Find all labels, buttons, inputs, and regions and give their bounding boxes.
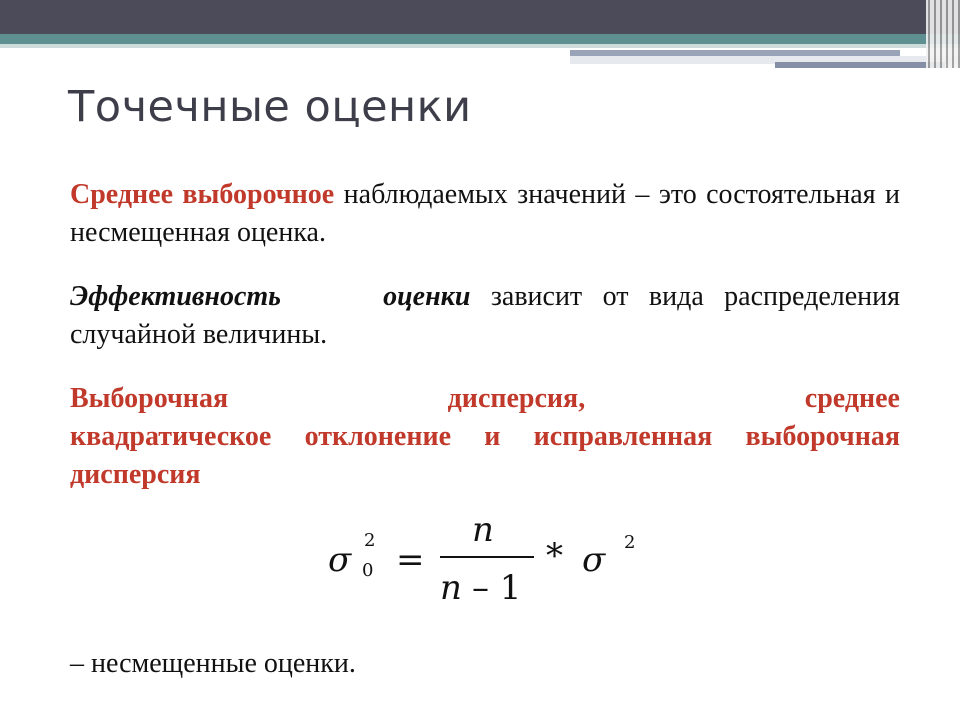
- header-bar-light: [0, 44, 960, 48]
- header-bar-teal: [0, 34, 960, 44]
- header-accent-bar: [775, 62, 945, 68]
- highlight-sample-mean: Среднее выборочное: [70, 179, 335, 210]
- formula-numerator: n: [472, 510, 494, 550]
- formula-subscript: 0: [362, 560, 374, 581]
- paragraph-variance: [70, 380, 900, 494]
- paragraph-text: зависит от вида распределения случайной величины.: [70, 281, 900, 350]
- variance-formula: [320, 510, 660, 620]
- paragraph-sample-mean: [70, 176, 900, 252]
- header-bar-dark: [0, 0, 960, 34]
- variance-line-1: [70, 380, 900, 418]
- paragraph-efficiency: [70, 278, 900, 354]
- formula-times: *: [546, 536, 563, 576]
- formula-minus-one: – 1: [472, 568, 522, 608]
- paragraph-text: наблюдаемых значений – это состоятельная и несмещенная оценка.: [70, 179, 900, 248]
- formula-superscript: 2: [364, 530, 376, 551]
- formula-sigma-2: σ: [582, 540, 606, 580]
- header-stripes: [926, 0, 960, 68]
- highlight-estimate: оценки: [383, 281, 471, 312]
- variance-word: дисперсия,: [447, 383, 586, 414]
- formula-superscript-2: 2: [624, 532, 636, 553]
- variance-word: Выборочная: [70, 383, 229, 414]
- highlight-efficiency: Эффективность: [70, 281, 281, 312]
- slide-title: Точечные оценки: [68, 82, 472, 132]
- conclusion-text: – несмещенные оценки.: [70, 648, 356, 679]
- variance-word: среднее: [804, 383, 900, 414]
- fraction-line: [440, 556, 534, 558]
- formula-sigma: σ: [328, 540, 352, 580]
- variance-rest: квадратическое отклонение и исправленная выборочная дисперсия: [70, 421, 900, 490]
- formula-denominator-n: n: [440, 568, 462, 608]
- formula-equals: =: [396, 540, 425, 580]
